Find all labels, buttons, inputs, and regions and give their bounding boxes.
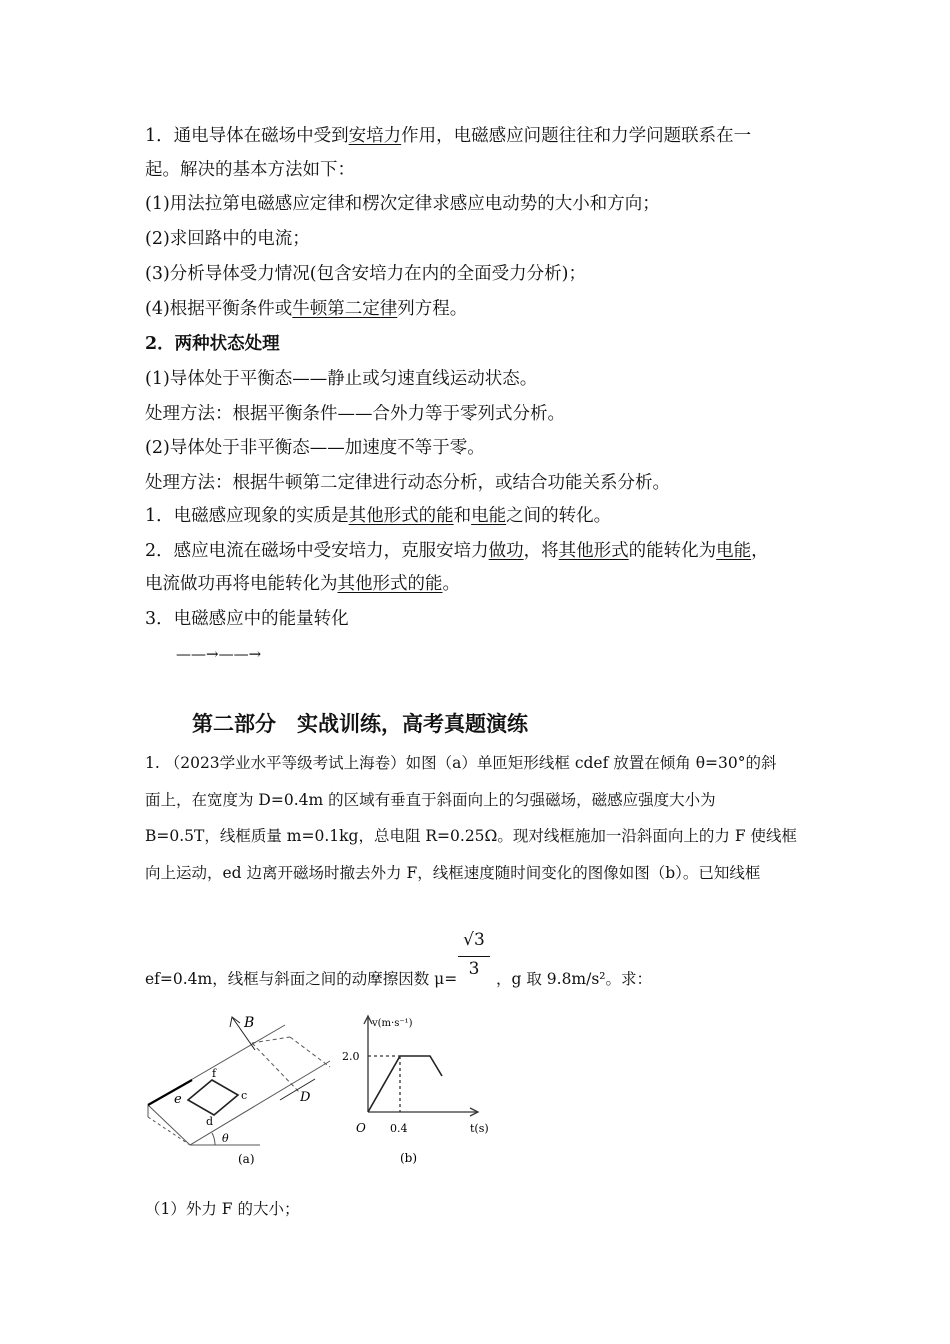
origin-label: O — [356, 1121, 366, 1135]
x-tick-04: 0.4 — [390, 1122, 408, 1135]
underlined-term: 其他形式 — [558, 541, 629, 561]
question-1-line-4: 向上运动，ed 边离开磁场时撤去外力 F，线框速度随时间变化的图像如图（b）。已知线框 — [145, 864, 761, 882]
state-1-method: 处理方法：根据平衡条件——合外力等于零列式分析。 — [145, 404, 565, 424]
text: 列方程。 — [397, 299, 468, 319]
energy-1 — [145, 504, 611, 528]
text: 之间的转化。 — [506, 506, 612, 526]
paragraph-1-line-2: 起。解决的基本方法如下： — [145, 160, 355, 180]
state-1: (1)导体处于平衡态——静止或匀速直线运动状态。 — [145, 369, 538, 389]
underlined-term: 牛顿第二定律 — [292, 299, 398, 319]
underlined-term: 电能 — [471, 506, 507, 526]
label-e: e — [174, 1092, 182, 1107]
y-tick-2: 2.0 — [342, 1050, 360, 1063]
fraction-numerator: √3 — [458, 930, 490, 957]
label-b: B — [244, 1015, 255, 1031]
caption-b: (b) — [400, 1151, 418, 1165]
figure-b-velocity-graph — [342, 1010, 512, 1170]
label-theta: θ — [222, 1132, 229, 1145]
label-c: c — [241, 1089, 248, 1102]
step-3: (3)分析导体受力情况(包含安培力在内的全面受力分析)； — [145, 264, 586, 284]
x-axis-label: t(s) — [470, 1122, 489, 1135]
section-heading: 第二部分 实战训练，高考真题演练 — [192, 712, 528, 736]
section-title-states: 2．两种状态处理 — [145, 334, 280, 354]
underlined-term: 电能 — [716, 541, 752, 561]
fraction-denominator: 3 — [468, 959, 480, 979]
label-d: d — [206, 1115, 214, 1128]
field-boundary-2 — [290, 1037, 330, 1067]
text: 1．电磁感应现象的实质是 — [145, 506, 349, 526]
incline-left-edge — [148, 1105, 190, 1145]
underlined-term: 做功 — [488, 541, 524, 561]
label-f: f — [212, 1067, 217, 1080]
theta-arc — [212, 1133, 215, 1145]
underlined-term: 其他形式的能 — [337, 574, 443, 594]
item-number: 1． — [145, 126, 174, 146]
figure-a-incline-diagram — [140, 1005, 350, 1170]
text: ， — [751, 541, 769, 561]
sub-question-1: （1）外力 F 的大小； — [145, 1200, 300, 1218]
thick-edge — [148, 1080, 192, 1105]
caption-a: (a) — [238, 1152, 255, 1166]
text: 和 — [453, 506, 472, 526]
energy-2-line-2 — [145, 572, 460, 596]
field-top — [252, 1037, 290, 1043]
text: (4)根据平衡条件或 — [145, 299, 293, 319]
y-axis-label: v(m·s⁻¹) — [372, 1018, 413, 1029]
step-2: (2)求回路中的电流； — [145, 229, 310, 249]
base-dashed — [148, 1117, 190, 1145]
coil-cdef — [188, 1080, 238, 1115]
text: 2．感应电流在磁场中受安培力，克服安培力 — [145, 541, 489, 561]
state-2-method: 处理方法：根据牛顿第二定律进行动态分析，或结合功能关系分析。 — [145, 473, 670, 493]
text: 。 — [442, 574, 460, 594]
text: ，将 — [523, 541, 559, 561]
label-D: D — [300, 1090, 311, 1105]
underlined-term: 安培力 — [348, 126, 402, 146]
question-1-line-5a: ef=0.4m，线框与斜面之间的动摩擦因数 μ= — [145, 970, 458, 988]
text: 作用，电磁感应问题往往和力学问题联系在一 — [401, 126, 752, 146]
energy-flow-arrows: ——→——→ — [176, 645, 262, 663]
velocity-curve — [368, 1056, 442, 1112]
question-1-line-1: 1. （2023学业水平等级考试上海卷）如图（a）单匝矩形线框 cdef 放置在倾角 θ=30°的斜 — [145, 754, 777, 772]
state-2: (2)导体处于非平衡态——加速度不等于零。 — [145, 438, 485, 458]
field-boundary-1 — [252, 1043, 300, 1093]
question-1-line-5b: ，g 取 9.8m/s²。求： — [496, 970, 653, 988]
underlined-term: 其他形式的能 — [348, 506, 454, 526]
step-4 — [145, 297, 467, 321]
question-1-line-3: B=0.5T，线框质量 m=0.1kg，总电阻 R=0.25Ω。现对线框施加一沿斜面向上的力 F 使线框 — [145, 827, 798, 845]
step-1: (1)用法拉第电磁感应定律和楞次定律求感应电动势的大小和方向； — [145, 194, 660, 214]
energy-2-line-1 — [145, 539, 769, 563]
text: 的能转化为 — [628, 541, 717, 561]
text: 通电导体在磁场中受到 — [173, 126, 349, 146]
paragraph-1-line-1 — [145, 124, 751, 148]
fraction-mu — [458, 930, 490, 979]
question-1-line-2: 面上，在宽度为 D=0.4m 的区域有垂直于斜面向上的匀强磁场，磁感应强度大小为 — [145, 791, 716, 809]
text: 电流做功再将电能转化为 — [145, 574, 338, 594]
energy-3: 3．电磁感应中的能量转化 — [145, 609, 349, 629]
